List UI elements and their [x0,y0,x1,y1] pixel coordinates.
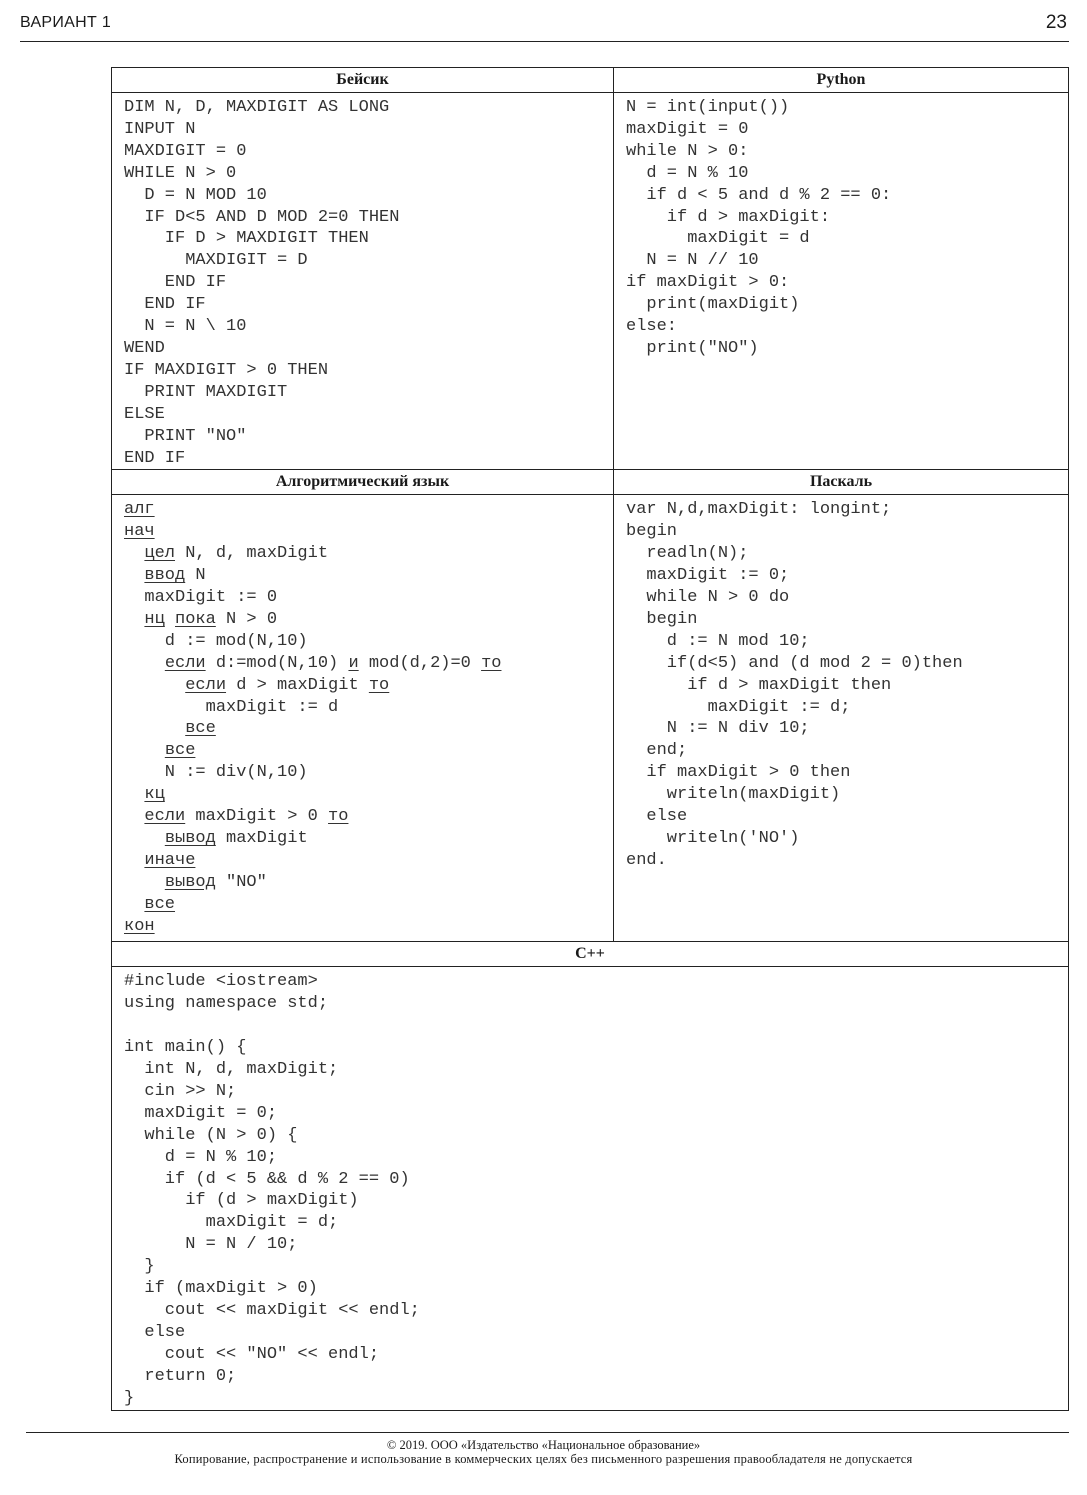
basic-code: DIM N, D, MAXDIGIT AS LONG INPUT N MAXDIGIT = 0 WHILE N > 0 D = N MOD 10 IF D<5 AND D MOD 2=0 THEN IF D > MAXDIGIT THEN MAXDIGIT = D END IF END IF N = N \ 10 WEND IF MAXDIGIT > 0 THEN PRINT MAXDIGIT ELSE PRINT "NO" END IF [124,98,400,468]
python-code: N = int(input()) maxDigit = 0 while N > 0: d = N % 10 if d < 5 and d % 2 == 0: if d > maxDigit: maxDigit = d N = N // 10 if maxDigit > 0: print(maxDigit) else: print("NO") [626,98,892,358]
basic-cell [112,93,614,470]
cpp-header: C++ [112,942,1069,967]
algo-cell [112,495,614,942]
basic-header: Бейсик [112,68,614,93]
variant-label: ВАРИАНТ 1 [20,14,112,31]
cpp-cell [112,967,1069,1410]
page-number: 23 [1045,12,1067,33]
python-header: Python [614,68,1069,93]
pascal-header: Паскаль [614,470,1069,495]
pascal-cell [614,495,1069,942]
python-cell [614,93,1069,470]
pascal-code: var N,d,maxDigit: longint; begin readln(N); maxDigit := 0; while N > 0 do begin d := N mod 10; if(d<5) and (d mod 2 = 0)then if d > maxDigit then maxDigit := d; N := N div 10; end; if maxDigit > 0 then writeln(maxDigit) else writeln('NO') end. [626,500,963,870]
footer-divider [26,1432,1069,1433]
algo-header: Алгоритмический язык [112,470,614,495]
algo-code: алг нач цел N, d, maxDigit ввод N maxDigit := 0 нц пока N > 0 d := mod(N,10) если d:=mod(N,10) и mod(d,2)=0 то если d > maxDigit то maxDigit := d все все N := div(N,10) кц если maxDigit > 0 то вывод maxDigit иначе вывод "NO" все кон [124,500,502,936]
copyright-notice: Копирование, распространение и использование в коммерческих целях без письменного разрешения правообладателя не допускается [174,1452,913,1466]
code-table [111,67,1069,1411]
copyright-line: © 2019. ООО «Издательство «Национальное образование» [386,1438,701,1452]
cpp-code: #include <iostream> using namespace std; int main() { int N, d, maxDigit; cin >> N; maxDigit = 0; while (N > 0) { d = N % 10; if (d < 5 && d % 2 == 0) if (d > maxDigit) maxDigit = d; N = N / 10; } if (maxDigit > 0) cout << maxDigit << endl; else cout << "NO" << endl; return 0; } [124,972,420,1408]
header-divider [20,41,1069,42]
